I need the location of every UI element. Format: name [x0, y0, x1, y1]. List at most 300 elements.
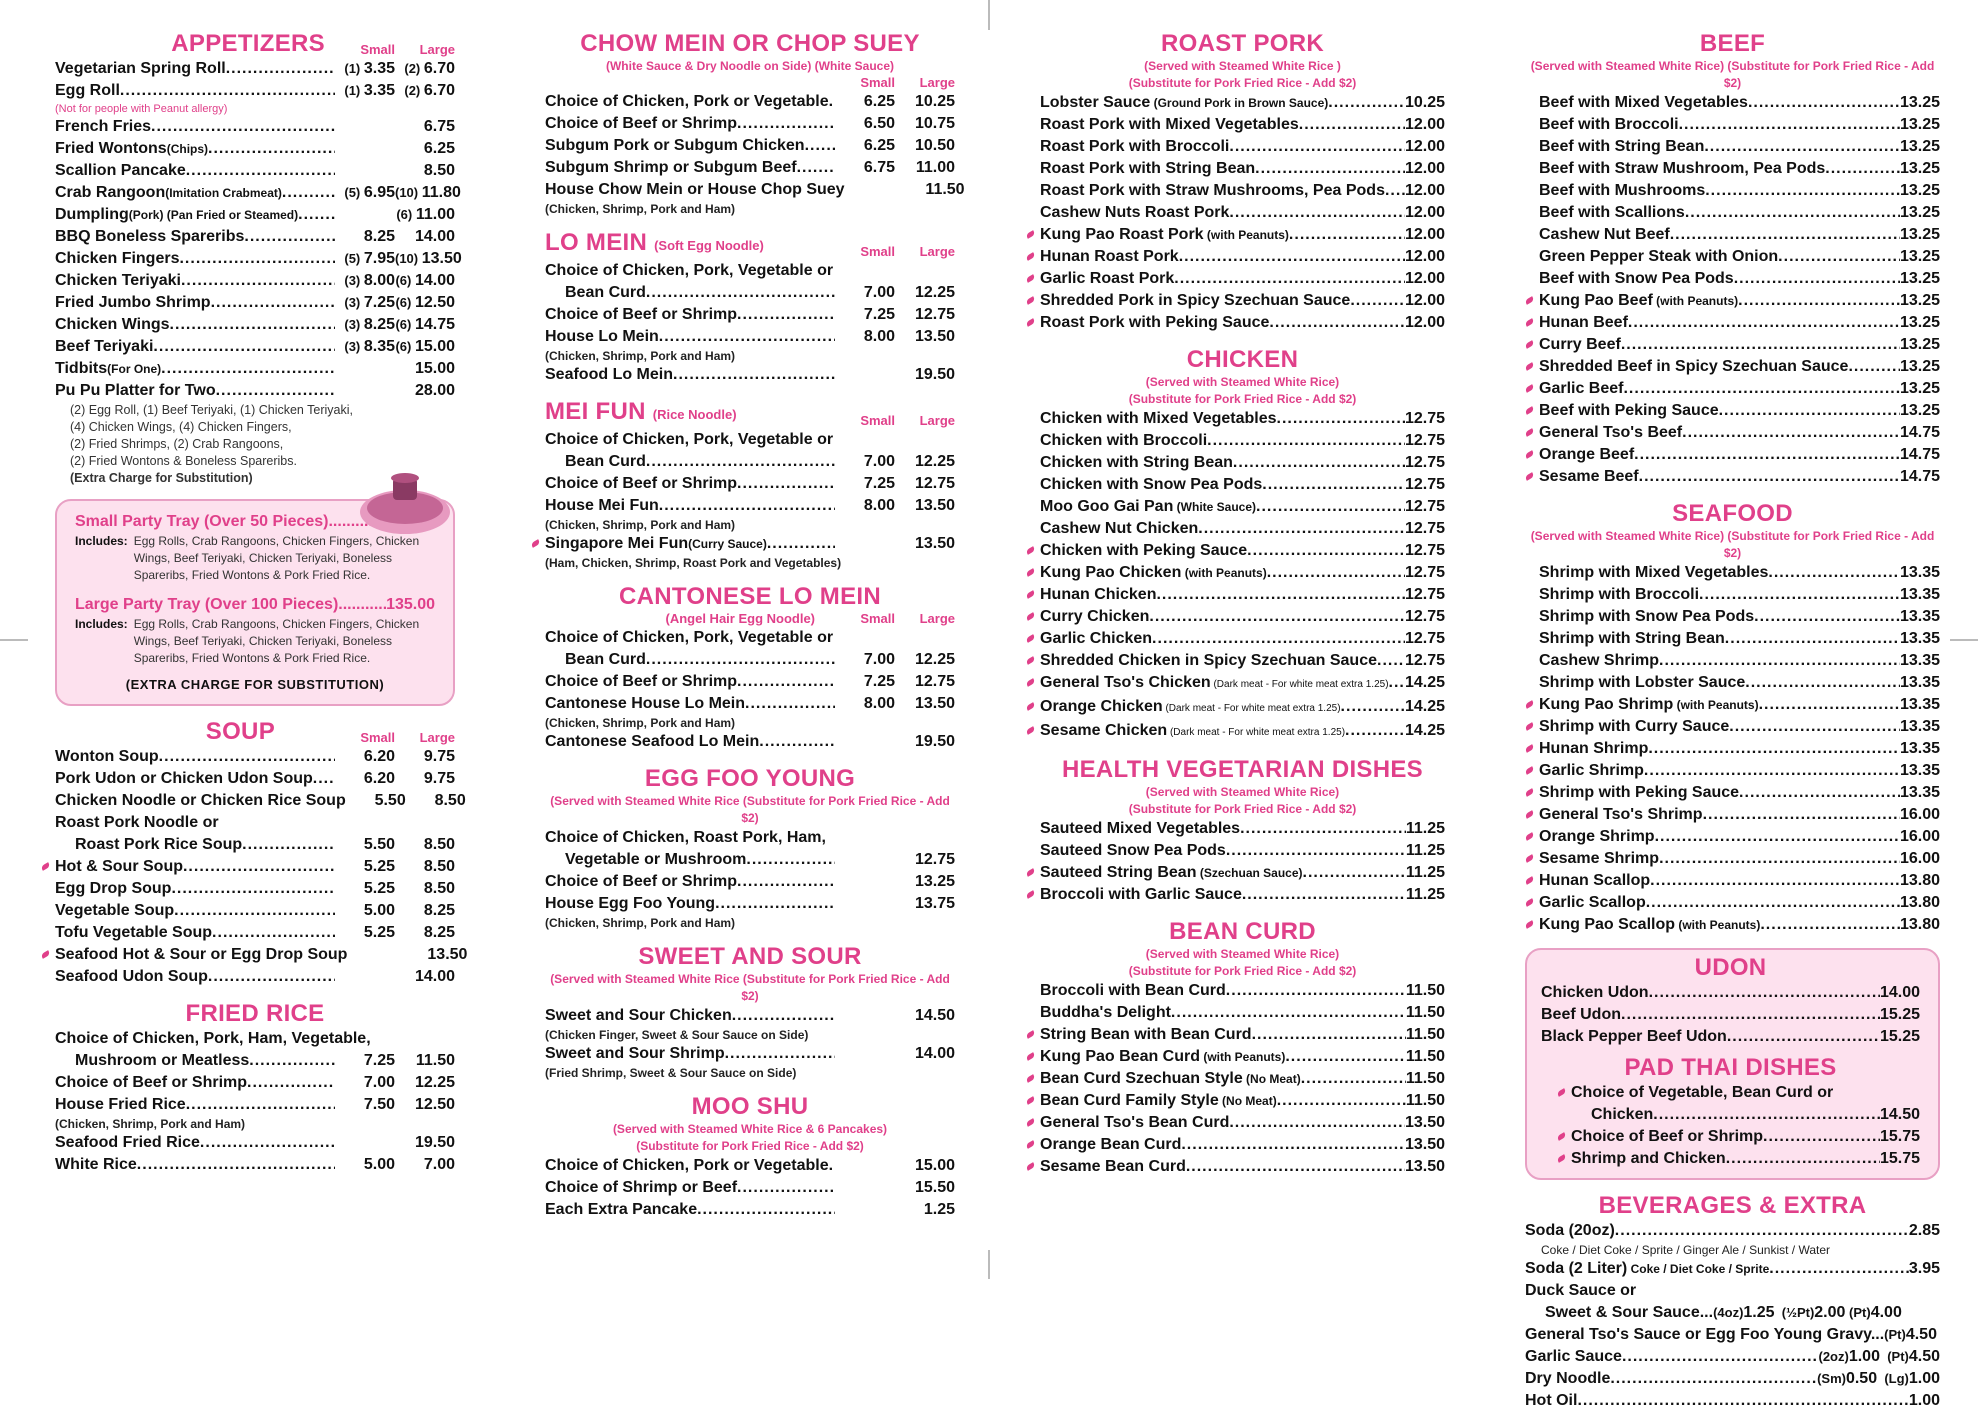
leader-dots	[1768, 562, 1900, 584]
item-name: Egg Roll	[55, 82, 120, 99]
leader-dots	[1289, 224, 1405, 246]
item-note: (Ground Pork in Brown Sauce)	[1150, 96, 1329, 110]
item-description: (Chicken, Shrimp, Pork and Ham)	[55, 1117, 246, 1131]
price-small: 8.00	[863, 497, 895, 514]
price-large: 13.50	[914, 695, 955, 712]
beverages-list	[1525, 1220, 1940, 1412]
menu-item	[1525, 1220, 1940, 1242]
item-name: Garlic Sauce	[1525, 1348, 1622, 1365]
leader-dots	[1226, 840, 1406, 862]
item-name: Cantonese Seafood Lo Mein	[545, 733, 760, 750]
item-name: Beef with Peking Sauce	[1539, 402, 1719, 419]
menu-item	[1571, 1148, 1920, 1170]
column-1	[55, 30, 468, 1188]
item-name: Curry Chicken	[1040, 608, 1150, 625]
leader-dots	[1198, 518, 1405, 540]
leader-dots	[1299, 114, 1405, 136]
price-small: 7.00	[863, 651, 895, 668]
leader-dots	[1759, 694, 1900, 716]
menu-item	[55, 900, 455, 922]
item-name: Moo Goo Gai Pan	[1040, 498, 1174, 515]
menu-item	[1539, 782, 1940, 804]
qty-small: (3)	[344, 339, 364, 354]
item-prices	[835, 91, 955, 113]
price-large: 8.50	[434, 792, 466, 809]
item-name: General Tso's Shrimp	[1539, 806, 1703, 823]
item-price: 1.00	[1848, 1348, 1880, 1365]
item-name: Beef with Mixed Vegetables	[1539, 94, 1748, 111]
item-price: 13.35	[1899, 762, 1940, 779]
leader-dots	[1229, 1112, 1405, 1134]
leader-dots	[1725, 628, 1900, 650]
item-price: 12.00	[1404, 226, 1445, 243]
leader-dots	[737, 304, 835, 326]
leader-dots	[1389, 672, 1405, 694]
item-prices	[335, 160, 455, 182]
menu-item	[1525, 1368, 1940, 1390]
item-name: BBQ Boneless Spareribs	[55, 228, 245, 245]
item-prices	[835, 1155, 955, 1177]
leader-dots	[216, 380, 335, 402]
menu-item	[1040, 696, 1445, 720]
leader-dots	[200, 1132, 335, 1154]
item-name: Broccoli with Bean Curd	[1040, 982, 1226, 999]
item-prices	[835, 893, 955, 915]
large-party-tray	[75, 594, 435, 616]
leader-dots	[737, 473, 835, 495]
item-name: Garlic Chicken	[1040, 630, 1153, 647]
small-label: Small	[860, 75, 895, 90]
menu-item	[1539, 114, 1940, 136]
item-name: Garlic Beef	[1539, 380, 1624, 397]
item-price: 12.00	[1404, 248, 1445, 265]
includes-text: Egg Rolls, Crab Rangoons, Chicken Fingers, Chicken Wings, Beef Teriyaki, Chicken Teriyaki, Boneless Spareribs, Fried Wontons & Pork Fried Rice.	[133, 617, 420, 665]
includes-label: Includes:	[75, 617, 128, 631]
leader-dots	[1242, 884, 1406, 906]
price-small: (5) 7.95	[344, 250, 395, 267]
leader-dots	[767, 533, 835, 555]
qty-large: (6)	[396, 207, 416, 222]
small-label: Small	[360, 730, 395, 745]
item-name: Pu Pu Platter for Two	[55, 382, 216, 399]
item-description: (Chicken Finger, Sweet & Sour Sauce on Side)	[545, 1028, 809, 1042]
price-large: 15.50	[914, 1179, 955, 1196]
menu-item	[55, 746, 455, 768]
mei-fun-list	[545, 429, 955, 571]
menu-item	[1539, 914, 1940, 936]
item-name: Beef with Snow Pea Pods	[1539, 270, 1734, 287]
item-name: Hot Oil	[1525, 1392, 1578, 1409]
item-name: Beef with Scallions	[1539, 204, 1685, 221]
item-price: 13.35	[1899, 608, 1940, 625]
menu-item	[1539, 180, 1940, 202]
item-note: Coke / Diet Coke / Sprite	[1627, 1262, 1770, 1276]
large-tray-name: Large Party Tray (Over 100 Pieces)	[75, 596, 339, 613]
item-name: Wonton Soup	[55, 748, 159, 765]
price-large: 13.50	[914, 328, 955, 345]
small-label: Small	[860, 611, 895, 626]
price-small: 7.25	[863, 673, 895, 690]
price-small: 5.25	[363, 924, 395, 941]
item-name: Sesame Beef	[1539, 468, 1639, 485]
qty-large: (10)	[395, 251, 422, 266]
leader-dots	[1738, 290, 1900, 312]
leader-dots	[1171, 1002, 1406, 1024]
item-note: (with Peanuts)	[1652, 294, 1739, 308]
item-prices	[835, 495, 955, 517]
menu-item	[1040, 584, 1445, 606]
item-note: (No Meat)	[1218, 1094, 1277, 1108]
leader-dots	[211, 292, 335, 314]
item-price: 13.25	[1899, 314, 1940, 331]
price-large: 19.50	[914, 366, 955, 383]
price-large: 12.25	[914, 284, 955, 301]
item-note: (Dark meat - For white meat extra 1.25)	[1162, 703, 1341, 714]
menu-item	[1040, 268, 1445, 290]
menu-item	[55, 944, 468, 966]
menu-item	[1539, 870, 1940, 892]
item-price: 1.00	[1908, 1370, 1940, 1387]
menu-item	[55, 80, 455, 102]
fried-rice-title: FRIED RICE	[185, 1000, 325, 1027]
item-name: Hunan Scallop	[1539, 872, 1651, 889]
item-price: 13.25	[1899, 248, 1940, 265]
item-name: Kung Pao Shrimp	[1539, 696, 1674, 713]
leader-dots	[759, 731, 835, 753]
item-prices	[835, 871, 955, 893]
menu-item	[1539, 848, 1940, 870]
item-price: 12.75	[1404, 476, 1445, 493]
menu-item	[545, 1155, 955, 1177]
leader-dots	[1174, 268, 1405, 290]
price-large: (10) 13.50	[395, 250, 462, 267]
section-beef	[1525, 30, 1940, 488]
qty: (Pt)	[1845, 1305, 1871, 1320]
qty-large: (6)	[395, 317, 415, 332]
item-prices	[835, 1005, 955, 1027]
item-name: Soda (20oz)	[1525, 1222, 1615, 1239]
item-name: Sauteed String Bean	[1040, 864, 1197, 881]
item-price: 14.50	[1879, 1106, 1920, 1123]
item-prices	[335, 270, 455, 292]
menu-item	[55, 116, 455, 138]
item-name: House Mei Fun	[545, 497, 659, 514]
chicken-note1: (Served with Steamed White Rice)	[1145, 375, 1340, 389]
udon-list	[1541, 982, 1920, 1048]
item-name: Hunan Roast Pork	[1040, 248, 1179, 265]
leader-dots	[1277, 408, 1405, 430]
menu-item	[545, 260, 955, 282]
item-price: 13.35	[1899, 630, 1940, 647]
item-prices	[835, 451, 955, 473]
item-prices	[335, 58, 455, 80]
item-name: Seafood Udon Soup	[55, 968, 208, 985]
price-large: 19.50	[914, 733, 955, 750]
item-name: Soda (2 Liter)	[1525, 1260, 1628, 1277]
menu-item	[1040, 1024, 1445, 1046]
leader-dots	[797, 157, 835, 179]
item-name: Shrimp with Mixed Vegetables	[1539, 564, 1769, 581]
item-name: Orange Shrimp	[1539, 828, 1655, 845]
roast-pork-note2: (Substitute for Pork Fried Rice - Add $2)	[1128, 76, 1357, 90]
menu-item	[55, 160, 455, 182]
menu-item	[545, 649, 955, 671]
qty: (4oz)	[1713, 1305, 1744, 1320]
price-large: 14.00	[414, 968, 455, 985]
menu-item	[545, 871, 955, 893]
item-name: Shrimp with Snow Pea Pods	[1539, 608, 1755, 625]
item-note: (Szechuan Sauce)	[1196, 866, 1303, 880]
price-small: 5.00	[363, 902, 395, 919]
price-large: 8.50	[423, 880, 455, 897]
leader-dots	[1267, 562, 1405, 584]
item-price: 4.50	[1908, 1348, 1940, 1365]
menu-item	[1040, 672, 1445, 696]
beef-title: BEEF	[1699, 30, 1766, 57]
menu-item	[1539, 760, 1940, 782]
item-price: 15.75	[1879, 1128, 1920, 1145]
item-prices	[335, 336, 455, 358]
item-prices	[835, 113, 955, 135]
pupu-line: (4) Chicken Wings, (4) Chicken Fingers,	[70, 420, 292, 434]
price-large: 11.50	[925, 181, 965, 198]
menu-item	[545, 304, 955, 326]
menu-item	[1040, 452, 1445, 474]
leader-dots	[737, 671, 835, 693]
leader-dots	[737, 1177, 835, 1199]
qty-small: (5)	[344, 185, 364, 200]
leader-dots	[1644, 760, 1900, 782]
item-price: 12.75	[1404, 520, 1445, 537]
section-appetizers	[55, 30, 462, 487]
leader-dots	[1233, 452, 1405, 474]
menu-item	[1040, 246, 1445, 268]
item-name: Mushroom or Meatless	[75, 1052, 250, 1069]
item-price: 14.25	[1404, 674, 1445, 691]
item-name: Bean Curd Szechuan Style	[1040, 1070, 1243, 1087]
item-price: 12.75	[1404, 586, 1445, 603]
menu-item	[1539, 246, 1940, 268]
pupu-line: (2) Fried Wontons & Boneless Spareribs.	[70, 454, 297, 468]
item-price: 14.75	[1899, 468, 1940, 485]
menu-item	[1040, 1156, 1445, 1178]
section-chicken	[1040, 346, 1445, 744]
item-name: Garlic Scallop	[1539, 894, 1646, 911]
leader-dots	[737, 113, 835, 135]
leader-dots	[298, 204, 335, 226]
menu-item	[1040, 136, 1445, 158]
item-price: 0.50	[1845, 1370, 1878, 1387]
item-name: Shrimp with Broccoli	[1539, 586, 1700, 603]
menu-item	[55, 768, 455, 790]
menu-item	[545, 849, 955, 871]
item-name: Cashew Nut Beef	[1539, 226, 1670, 243]
item-name: Sauteed Snow Pea Pods	[1040, 842, 1226, 859]
menu-item	[1539, 606, 1940, 628]
price-large: 6.75	[423, 118, 455, 135]
item-prices	[835, 135, 955, 157]
item-prices	[835, 693, 955, 715]
menu-item	[1539, 136, 1940, 158]
price-large: (6) 14.75	[395, 316, 455, 333]
item-name: French Fries	[55, 118, 152, 135]
qty: (Lg)	[1877, 1371, 1909, 1386]
item-price: 12.00	[1404, 292, 1445, 309]
menu-item	[55, 226, 455, 248]
includes-text: Egg Rolls, Crab Rangoons, Chicken Fingers, Chicken Wings, Beef Teriyaki, Chicken Teriyaki, Boneless Spareribs, Fried Wontons & Pork Fried Rice.	[133, 534, 420, 582]
menu-item	[1040, 562, 1445, 584]
cantonese-list	[545, 627, 955, 753]
beverages-title: BEVERAGES & EXTRA	[1598, 1192, 1867, 1219]
item-name: Hunan Beef	[1539, 314, 1628, 331]
item-note: (with Peanuts)	[1181, 566, 1267, 580]
qty-small: (3)	[344, 317, 364, 332]
item-price: 12.75	[1404, 454, 1445, 471]
item-note: (Pork) (Pan Fried or Steamed)	[128, 208, 299, 222]
price-small: 7.00	[863, 453, 895, 470]
large-tray-price: 135.00	[386, 596, 435, 613]
item-name: House Lo Mein	[545, 328, 659, 345]
menu-item	[545, 731, 955, 753]
item-price: 12.75	[1404, 542, 1445, 559]
leader-dots	[1699, 584, 1900, 606]
price-small: 7.25	[863, 306, 895, 323]
item-name: Choice of Beef or Shrimp	[55, 1074, 248, 1091]
item-name: Curry Beef	[1539, 336, 1621, 353]
item-price: 11.50	[1405, 1092, 1445, 1109]
item-name: Tofu Vegetable Soup	[55, 924, 213, 941]
menu-item	[1040, 202, 1445, 224]
item-prices	[845, 179, 965, 201]
item-note: (Dark meat - For white meat extra 1.25)	[1210, 679, 1389, 690]
price-large: 12.75	[914, 673, 955, 690]
item-name: Chicken with Mixed Vegetables	[1040, 410, 1277, 427]
item-prices	[335, 182, 461, 204]
item-price: 13.50	[1404, 1114, 1445, 1131]
menu-item	[55, 336, 455, 358]
menu-item	[1040, 884, 1445, 906]
item-price: 13.50	[1404, 1136, 1445, 1153]
item-price: 13.35	[1899, 740, 1940, 757]
pupu-line: (2) Egg Roll, (1) Beef Teriyaki, (1) Chicken Teriyaki,	[70, 403, 353, 417]
price-large: 9.75	[423, 770, 455, 787]
item-name: Broccoli with Garlic Sauce	[1040, 886, 1242, 903]
item-name: Shredded Beef in Spicy Szechuan Sauce	[1539, 358, 1849, 375]
menu-item	[1539, 826, 1940, 848]
item-prices	[335, 1094, 455, 1116]
leader-dots	[1622, 1346, 1819, 1368]
item-name: White Rice	[55, 1156, 137, 1173]
menu-item	[1541, 982, 1920, 1004]
menu-item	[545, 893, 955, 915]
leader-dots	[208, 138, 335, 160]
section-lo-mein	[545, 229, 955, 386]
menu-item	[1539, 804, 1940, 826]
item-price: 15.25	[1879, 1006, 1920, 1023]
price-small: 7.25	[863, 475, 895, 492]
menu-item	[1539, 356, 1940, 378]
price-large: 8.25	[423, 924, 455, 941]
leader-dots	[1646, 892, 1900, 914]
leader-dots	[673, 364, 835, 386]
item-price: 13.25	[1899, 160, 1940, 177]
menu-item	[55, 358, 455, 380]
leader-dots	[1301, 1068, 1406, 1090]
menu-item	[1040, 1134, 1445, 1156]
price-small: 6.20	[363, 748, 395, 765]
item-name: Green Pepper Steak with Onion	[1539, 248, 1779, 265]
leader-dots	[159, 746, 335, 768]
soup-list	[55, 746, 468, 988]
leader-dots	[1719, 400, 1900, 422]
leader-dots	[1615, 1220, 1909, 1242]
menu-item	[1040, 540, 1445, 562]
section-soup	[55, 718, 468, 988]
menu-item	[55, 58, 455, 80]
item-price: 14.00	[1879, 984, 1920, 1001]
item-prices	[335, 204, 455, 226]
item-prices	[835, 1043, 955, 1065]
leader-dots	[171, 878, 335, 900]
leader-dots	[1229, 136, 1405, 158]
menu-item	[1571, 1104, 1920, 1126]
menu-item	[1539, 892, 1940, 914]
leader-dots	[646, 451, 835, 473]
leader-dots	[170, 314, 335, 336]
qty-large: (6)	[395, 339, 415, 354]
item-note: (with Peanuts)	[1673, 698, 1759, 712]
item-price: 16.00	[1899, 828, 1940, 845]
leader-dots	[174, 900, 335, 922]
leader-dots	[1739, 782, 1900, 804]
item-name: Choice of Chicken, Pork, Vegetable or	[545, 262, 834, 279]
menu-item	[55, 314, 455, 336]
menu-item	[1040, 862, 1445, 884]
leader-dots	[1156, 584, 1404, 606]
leader-dots	[186, 160, 335, 182]
item-price: 12.00	[1404, 116, 1445, 133]
item-price: 13.25	[1899, 336, 1940, 353]
item-name: General Tso's Beef	[1539, 424, 1683, 441]
item-note: (Chips)	[166, 142, 209, 156]
leader-dots	[732, 1005, 835, 1027]
item-name: Garlic Roast Pork	[1040, 270, 1175, 287]
qty: (Pt)	[1879, 1349, 1909, 1364]
item-prices	[835, 731, 955, 753]
price-large: 7.00	[423, 1156, 455, 1173]
section-beverages	[1525, 1192, 1940, 1412]
bean-curd-note2: (Substitute for Pork Fried Rice - Add $2)	[1128, 964, 1357, 978]
price-large: 13.50	[914, 535, 955, 552]
item-name: Each Extra Pancake	[545, 1201, 698, 1218]
leader-dots	[1149, 606, 1405, 628]
qty-small: (1)	[344, 61, 364, 76]
item-description: (Chicken, Shrimp, Pork and Ham)	[545, 518, 736, 532]
menu-item	[1040, 290, 1445, 312]
menu-item	[1040, 158, 1445, 180]
large-label: Large	[919, 413, 955, 428]
item-name: Choice of Chicken, Roast Pork, Ham,	[545, 829, 826, 846]
bean-curd-title: BEAN CURD	[1169, 918, 1316, 945]
item-price: 15.25	[1879, 1028, 1920, 1045]
item-price: 13.80	[1899, 872, 1940, 889]
item-name: Roast Pork with String Bean	[1040, 160, 1256, 177]
sweet-sour-list	[545, 1005, 955, 1081]
item-name: Subgum Shrimp or Subgum Beef	[545, 159, 797, 176]
beef-note: (Served with Steamed White Rice) (Substitute for Pork Fried Rice - Add $2)	[1530, 59, 1935, 90]
item-name: Chicken	[1591, 1106, 1654, 1123]
item-name: Sweet & Sour Sauce...	[1545, 1304, 1714, 1321]
